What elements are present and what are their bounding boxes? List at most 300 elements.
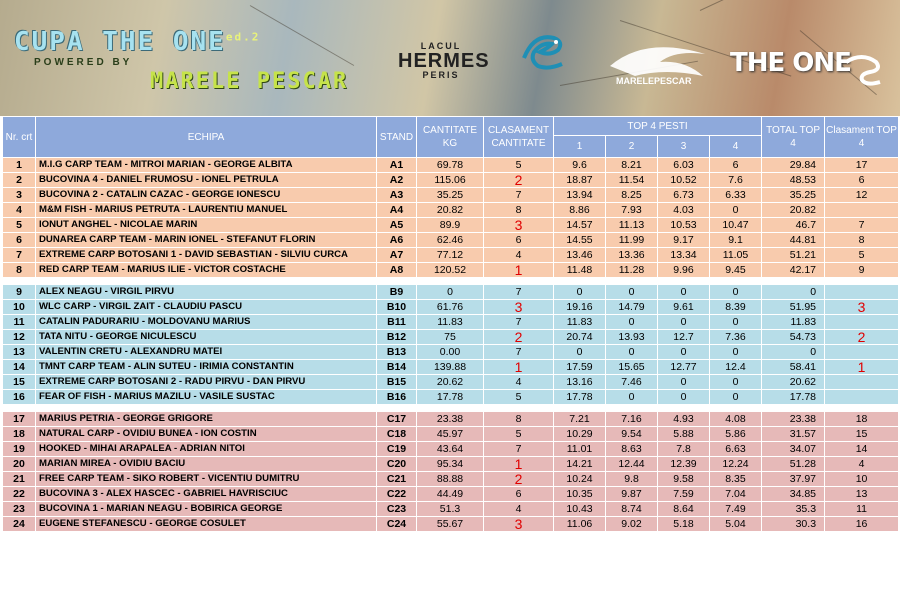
cell-nr: 15	[3, 375, 36, 390]
cell-total-top4: 48.53	[762, 173, 825, 188]
cell-fish-3: 0	[658, 345, 710, 360]
cell-team: TATA NITU - GEORGE NICULESCU	[36, 330, 377, 345]
cell-fish-2: 8.63	[606, 442, 658, 457]
cell-clasament-top4: 16	[825, 517, 899, 532]
cell-team: DUNAREA CARP TEAM - MARIN IONEL - STEFANUT FLORIN	[36, 233, 377, 248]
marele-pescar-logo-text: MARELEPESCAR	[616, 76, 692, 86]
cell-cantitate: 139.88	[417, 360, 484, 375]
col-header-fish-1: 1	[554, 136, 606, 158]
cell-clasament-top4: 18	[825, 412, 899, 427]
cell-nr: 12	[3, 330, 36, 345]
cell-fish-2: 13.93	[606, 330, 658, 345]
cell-nr: 10	[3, 300, 36, 315]
col-header-cantitate: CANTITATE KG	[417, 117, 484, 158]
cell-cantitate: 62.46	[417, 233, 484, 248]
table-row	[3, 285, 899, 300]
cell-clasament-top4: 7	[825, 218, 899, 233]
cell-stand: C22	[377, 487, 417, 502]
cell-team: HOOKED - MIHAI ARAPALEA - ADRIAN NITOI	[36, 442, 377, 457]
cell-nr: 18	[3, 427, 36, 442]
cell-cantitate: 89.9	[417, 218, 484, 233]
cell-total-top4: 29.84	[762, 158, 825, 173]
cell-clasament-top4: 13	[825, 487, 899, 502]
swirl-icon	[840, 52, 884, 86]
table-row	[3, 360, 899, 375]
dragon-logo-icon	[514, 28, 574, 78]
cell-fish-3: 8.64	[658, 502, 710, 517]
cell-fish-3: 4.93	[658, 412, 710, 427]
cell-fish-4: 0	[710, 345, 762, 360]
table-row	[3, 427, 899, 442]
cell-clasament-cantitate: 7	[484, 188, 554, 203]
cell-stand: B16	[377, 390, 417, 405]
cell-fish-4: 7.36	[710, 330, 762, 345]
cell-clasament-top4: 12	[825, 188, 899, 203]
cell-fish-3: 6.73	[658, 188, 710, 203]
col-header-fish-3: 3	[658, 136, 710, 158]
cell-total-top4: 51.95	[762, 300, 825, 315]
cell-fish-3: 9.61	[658, 300, 710, 315]
col-header-clasament-top4: Clasament TOP 4	[825, 117, 899, 158]
cell-fish-1: 14.57	[554, 218, 606, 233]
cell-stand: C23	[377, 502, 417, 517]
cell-fish-1: 11.06	[554, 517, 606, 532]
table-row	[3, 158, 899, 173]
cell-fish-1: 14.55	[554, 233, 606, 248]
cell-fish-3: 13.34	[658, 248, 710, 263]
cell-fish-4: 7.49	[710, 502, 762, 517]
cell-total-top4: 23.38	[762, 412, 825, 427]
cell-fish-4: 12.4	[710, 360, 762, 375]
table-row	[3, 472, 899, 487]
cell-cantitate: 55.67	[417, 517, 484, 532]
cell-stand: A2	[377, 173, 417, 188]
col-header-top4: TOP 4 PESTI	[554, 117, 762, 136]
table-row	[3, 502, 899, 517]
cell-clasament-cantitate: 6	[484, 487, 554, 502]
cell-cantitate: 120.52	[417, 263, 484, 278]
cell-fish-4: 0	[710, 375, 762, 390]
cell-stand: B11	[377, 315, 417, 330]
table-row	[3, 442, 899, 457]
col-header-echipa: ECHIPA	[36, 117, 377, 158]
cell-clasament-cantitate: 7	[484, 345, 554, 360]
cell-clasament-top4	[825, 390, 899, 405]
cell-fish-4: 0	[710, 315, 762, 330]
cell-fish-4: 5.86	[710, 427, 762, 442]
cell-clasament-cantitate: 4	[484, 502, 554, 517]
cell-fish-2: 0	[606, 285, 658, 300]
cell-cantitate: 17.78	[417, 390, 484, 405]
cell-nr: 16	[3, 390, 36, 405]
cell-fish-2: 12.44	[606, 457, 658, 472]
cell-fish-3: 9.17	[658, 233, 710, 248]
cell-fish-4: 11.05	[710, 248, 762, 263]
cell-cantitate: 20.62	[417, 375, 484, 390]
cell-fish-2: 9.87	[606, 487, 658, 502]
cell-clasament-top4	[825, 375, 899, 390]
table-row	[3, 375, 899, 390]
cell-cantitate: 43.64	[417, 442, 484, 457]
cell-nr: 6	[3, 233, 36, 248]
cell-clasament-cantitate: 3	[484, 517, 554, 532]
cell-stand: B10	[377, 300, 417, 315]
cell-fish-2: 11.54	[606, 173, 658, 188]
cell-fish-3: 0	[658, 285, 710, 300]
cell-total-top4: 30.3	[762, 517, 825, 532]
cell-clasament-cantitate: 8	[484, 203, 554, 218]
cell-fish-4: 8.39	[710, 300, 762, 315]
cell-clasament-cantitate: 7	[484, 285, 554, 300]
cell-fish-4: 4.08	[710, 412, 762, 427]
cell-cantitate: 75	[417, 330, 484, 345]
table-row	[3, 233, 899, 248]
cell-stand: C24	[377, 517, 417, 532]
cell-fish-3: 5.18	[658, 517, 710, 532]
cell-fish-1: 18.87	[554, 173, 606, 188]
cell-fish-4: 9.1	[710, 233, 762, 248]
cell-total-top4: 37.97	[762, 472, 825, 487]
cell-fish-1: 17.78	[554, 390, 606, 405]
cell-nr: 7	[3, 248, 36, 263]
cell-stand: B15	[377, 375, 417, 390]
cell-team: MARIUS PETRIA - GEORGE GRIGORE	[36, 412, 377, 427]
cell-fish-1: 0	[554, 345, 606, 360]
cell-stand: B14	[377, 360, 417, 375]
cell-team: FEAR OF FISH - MARIUS MAZILU - VASILE SUSTAC	[36, 390, 377, 405]
cell-total-top4: 20.62	[762, 375, 825, 390]
cell-clasament-top4: 3	[825, 300, 899, 315]
cell-nr: 23	[3, 502, 36, 517]
cell-clasament-top4: 15	[825, 427, 899, 442]
table-row	[3, 517, 899, 532]
cell-stand: B13	[377, 345, 417, 360]
cell-cantitate: 115.06	[417, 173, 484, 188]
cell-total-top4: 34.07	[762, 442, 825, 457]
col-header-stand: STAND	[377, 117, 417, 158]
cell-fish-3: 12.39	[658, 457, 710, 472]
cell-team: RED CARP TEAM - MARIUS ILIE - VICTOR COSTACHE	[36, 263, 377, 278]
cell-clasament-top4	[825, 315, 899, 330]
cell-fish-1: 10.24	[554, 472, 606, 487]
cell-fish-2: 8.21	[606, 158, 658, 173]
cell-fish-4: 6	[710, 158, 762, 173]
cell-total-top4: 54.73	[762, 330, 825, 345]
cell-clasament-cantitate: 2	[484, 173, 554, 188]
cell-nr: 5	[3, 218, 36, 233]
cell-fish-3: 0	[658, 390, 710, 405]
cell-team: IONUT ANGHEL - NICOLAE MARIN	[36, 218, 377, 233]
table-row	[3, 203, 899, 218]
cell-total-top4: 11.83	[762, 315, 825, 330]
cell-clasament-cantitate: 2	[484, 330, 554, 345]
cell-cantitate: 88.88	[417, 472, 484, 487]
cell-fish-1: 13.16	[554, 375, 606, 390]
col-header-clasament-cantitate: CLASAMENT CANTITATE	[484, 117, 554, 158]
cell-clasament-top4: 6	[825, 173, 899, 188]
cell-fish-1: 17.59	[554, 360, 606, 375]
cell-stand: C17	[377, 412, 417, 427]
cell-fish-2: 15.65	[606, 360, 658, 375]
cell-total-top4: 51.21	[762, 248, 825, 263]
table-row	[3, 345, 899, 360]
cell-fish-1: 11.83	[554, 315, 606, 330]
col-header-nr: Nr. crt	[3, 117, 36, 158]
cell-team: FREE CARP TEAM - SIKO ROBERT - VICENTIU DUMITRU	[36, 472, 377, 487]
cell-team: BUCOVINA 3 - ALEX HASCEC - GABRIEL HAVRISCIUC	[36, 487, 377, 502]
cell-fish-2: 13.36	[606, 248, 658, 263]
results-body	[3, 158, 899, 532]
cell-team: M&M FISH - MARIUS PETRUTA - LAURENTIU MANUEL	[36, 203, 377, 218]
cell-fish-4: 6.63	[710, 442, 762, 457]
cell-clasament-cantitate: 5	[484, 390, 554, 405]
cell-clasament-cantitate: 3	[484, 218, 554, 233]
cell-team: BUCOVINA 2 - CATALIN CAZAC - GEORGE IONESCU	[36, 188, 377, 203]
cell-nr: 19	[3, 442, 36, 457]
col-header-fish-4: 4	[710, 136, 762, 158]
cell-fish-2: 0	[606, 390, 658, 405]
cell-fish-4: 0	[710, 390, 762, 405]
cell-total-top4: 31.57	[762, 427, 825, 442]
marele-pescar-title: MARELE PESCAR	[150, 69, 349, 94]
the-one-logo: THE ONE	[730, 48, 851, 78]
table-row	[3, 330, 899, 345]
cell-fish-1: 7.21	[554, 412, 606, 427]
cell-nr: 24	[3, 517, 36, 532]
cell-nr: 8	[3, 263, 36, 278]
cell-nr: 3	[3, 188, 36, 203]
table-row	[3, 457, 899, 472]
table-row	[3, 173, 899, 188]
cell-clasament-cantitate: 1	[484, 263, 554, 278]
cell-cantitate: 69.78	[417, 158, 484, 173]
cell-fish-2: 7.16	[606, 412, 658, 427]
cell-cantitate: 77.12	[417, 248, 484, 263]
cell-fish-1: 10.35	[554, 487, 606, 502]
cell-fish-1: 19.16	[554, 300, 606, 315]
cell-team: VALENTIN CRETU - ALEXANDRU MATEI	[36, 345, 377, 360]
cell-team: NATURAL CARP - OVIDIU BUNEA - ION COSTIN	[36, 427, 377, 442]
cell-fish-4: 12.24	[710, 457, 762, 472]
cell-nr: 1	[3, 158, 36, 173]
cell-team: EXTREME CARP BOTOSANI 2 - RADU PIRVU - DAN PIRVU	[36, 375, 377, 390]
cell-team: BUCOVINA 4 - DANIEL FRUMOSU - IONEL PETRULA	[36, 173, 377, 188]
cell-fish-3: 10.53	[658, 218, 710, 233]
cell-fish-4: 9.45	[710, 263, 762, 278]
cell-fish-1: 20.74	[554, 330, 606, 345]
event-edition: ed.2	[225, 30, 261, 44]
cell-cantitate: 61.76	[417, 300, 484, 315]
cell-clasament-cantitate: 1	[484, 360, 554, 375]
cell-nr: 21	[3, 472, 36, 487]
powered-by-label: POWERED BY	[34, 57, 133, 68]
cell-fish-4: 10.47	[710, 218, 762, 233]
group-separator	[3, 405, 899, 412]
cell-total-top4: 44.81	[762, 233, 825, 248]
cell-fish-4: 5.04	[710, 517, 762, 532]
cell-stand: A4	[377, 203, 417, 218]
cell-cantitate: 45.97	[417, 427, 484, 442]
cell-fish-1: 13.46	[554, 248, 606, 263]
cell-fish-2: 7.46	[606, 375, 658, 390]
cell-fish-1: 11.01	[554, 442, 606, 457]
cell-stand: B12	[377, 330, 417, 345]
cell-clasament-top4: 14	[825, 442, 899, 457]
cell-clasament-top4: 17	[825, 158, 899, 173]
cell-total-top4: 0	[762, 345, 825, 360]
cell-nr: 9	[3, 285, 36, 300]
cell-fish-2: 11.28	[606, 263, 658, 278]
cell-total-top4: 35.25	[762, 188, 825, 203]
cell-fish-2: 8.25	[606, 188, 658, 203]
col-header-total-top4: TOTAL TOP 4	[762, 117, 825, 158]
cell-fish-2: 11.13	[606, 218, 658, 233]
cell-clasament-top4	[825, 285, 899, 300]
cell-fish-3: 6.03	[658, 158, 710, 173]
cell-fish-1: 8.86	[554, 203, 606, 218]
cell-fish-3: 9.96	[658, 263, 710, 278]
cell-team: EXTREME CARP BOTOSANI 1 - DAVID SEBASTIAN - SILVIU CURCA	[36, 248, 377, 263]
cell-fish-4: 7.04	[710, 487, 762, 502]
cell-fish-3: 9.58	[658, 472, 710, 487]
table-row	[3, 218, 899, 233]
cell-nr: 2	[3, 173, 36, 188]
cell-fish-3: 0	[658, 375, 710, 390]
cell-cantitate: 0.00	[417, 345, 484, 360]
cell-fish-3: 7.59	[658, 487, 710, 502]
cell-clasament-cantitate: 5	[484, 427, 554, 442]
cell-nr: 14	[3, 360, 36, 375]
cell-total-top4: 17.78	[762, 390, 825, 405]
cell-clasament-top4: 4	[825, 457, 899, 472]
cell-clasament-top4	[825, 203, 899, 218]
cell-fish-4: 6.33	[710, 188, 762, 203]
cell-total-top4: 35.3	[762, 502, 825, 517]
cell-fish-2: 0	[606, 315, 658, 330]
cell-stand: A5	[377, 218, 417, 233]
cell-fish-1: 0	[554, 285, 606, 300]
cell-fish-3: 0	[658, 315, 710, 330]
cell-team: CATALIN PADURARIU - MOLDOVANU MARIUS	[36, 315, 377, 330]
cell-fish-1: 10.43	[554, 502, 606, 517]
cell-stand: C18	[377, 427, 417, 442]
cell-nr: 20	[3, 457, 36, 472]
cell-fish-3: 4.03	[658, 203, 710, 218]
cell-fish-1: 14.21	[554, 457, 606, 472]
cell-clasament-cantitate: 4	[484, 375, 554, 390]
cell-clasament-cantitate: 5	[484, 158, 554, 173]
cell-stand: A3	[377, 188, 417, 203]
cell-fish-3: 5.88	[658, 427, 710, 442]
cell-team: TMNT CARP TEAM - ALIN SUTEU - IRIMIA CONSTANTIN	[36, 360, 377, 375]
cell-cantitate: 51.3	[417, 502, 484, 517]
cell-fish-4: 0	[710, 203, 762, 218]
table-row	[3, 412, 899, 427]
cell-fish-2: 9.54	[606, 427, 658, 442]
cell-team: ALEX NEAGU - VIRGIL PIRVU	[36, 285, 377, 300]
cell-clasament-cantitate: 3	[484, 300, 554, 315]
cell-clasament-top4	[825, 345, 899, 360]
cell-clasament-top4: 11	[825, 502, 899, 517]
cell-clasament-top4: 8	[825, 233, 899, 248]
cell-fish-4: 0	[710, 285, 762, 300]
cell-fish-2: 7.93	[606, 203, 658, 218]
cell-clasament-cantitate: 8	[484, 412, 554, 427]
cell-fish-2: 11.99	[606, 233, 658, 248]
cell-clasament-cantitate: 2	[484, 472, 554, 487]
cell-team: BUCOVINA 1 - MARIAN NEAGU - BOBIRICA GEORGE	[36, 502, 377, 517]
cell-clasament-cantitate: 1	[484, 457, 554, 472]
cell-fish-2: 0	[606, 345, 658, 360]
cell-clasament-top4: 5	[825, 248, 899, 263]
cell-clasament-cantitate: 7	[484, 442, 554, 457]
cell-stand: A8	[377, 263, 417, 278]
cell-fish-2: 8.74	[606, 502, 658, 517]
cell-cantitate: 95.34	[417, 457, 484, 472]
cell-total-top4: 51.28	[762, 457, 825, 472]
cell-clasament-top4: 1	[825, 360, 899, 375]
cell-team: WLC CARP - VIRGIL ZAIT - CLAUDIU PASCU	[36, 300, 377, 315]
table-row	[3, 300, 899, 315]
cell-team: M.I.G CARP TEAM - MITROI MARIAN - GEORGE ALBITA	[36, 158, 377, 173]
cell-stand: C19	[377, 442, 417, 457]
cell-fish-2: 9.8	[606, 472, 658, 487]
cell-stand: C21	[377, 472, 417, 487]
table-row	[3, 263, 899, 278]
table-row	[3, 188, 899, 203]
cell-cantitate: 35.25	[417, 188, 484, 203]
cell-nr: 22	[3, 487, 36, 502]
cell-cantitate: 44.49	[417, 487, 484, 502]
cell-nr: 17	[3, 412, 36, 427]
cell-fish-1: 11.48	[554, 263, 606, 278]
cell-total-top4: 20.82	[762, 203, 825, 218]
cell-total-top4: 34.85	[762, 487, 825, 502]
cell-stand: C20	[377, 457, 417, 472]
cell-total-top4: 46.7	[762, 218, 825, 233]
cell-clasament-top4: 10	[825, 472, 899, 487]
cell-clasament-top4: 2	[825, 330, 899, 345]
cell-cantitate: 11.83	[417, 315, 484, 330]
table-row	[3, 248, 899, 263]
group-separator	[3, 278, 899, 285]
cell-cantitate: 20.82	[417, 203, 484, 218]
cell-cantitate: 23.38	[417, 412, 484, 427]
cell-fish-4: 8.35	[710, 472, 762, 487]
cell-fish-3: 7.8	[658, 442, 710, 457]
table-row	[3, 487, 899, 502]
results-table	[2, 116, 899, 532]
cell-team: EUGENE STEFANESCU - GEORGE COSULET	[36, 517, 377, 532]
cell-fish-3: 12.77	[658, 360, 710, 375]
cell-team: MARIAN MIREA - OVIDIU BACIU	[36, 457, 377, 472]
cell-clasament-cantitate: 7	[484, 315, 554, 330]
cell-fish-1: 13.94	[554, 188, 606, 203]
cell-nr: 13	[3, 345, 36, 360]
table-row	[3, 315, 899, 330]
cell-cantitate: 0	[417, 285, 484, 300]
cell-fish-3: 10.52	[658, 173, 710, 188]
lake-hermes-logo: LACUL HERMES PERIS	[398, 41, 490, 80]
cell-clasament-cantitate: 4	[484, 248, 554, 263]
cell-nr: 4	[3, 203, 36, 218]
event-title: CUPA THE $ONE^{ed.2}$	[14, 27, 261, 57]
cell-total-top4: 42.17	[762, 263, 825, 278]
cell-stand: A6	[377, 233, 417, 248]
cell-stand: A7	[377, 248, 417, 263]
cell-fish-3: 12.7	[658, 330, 710, 345]
cell-clasament-top4: 9	[825, 263, 899, 278]
